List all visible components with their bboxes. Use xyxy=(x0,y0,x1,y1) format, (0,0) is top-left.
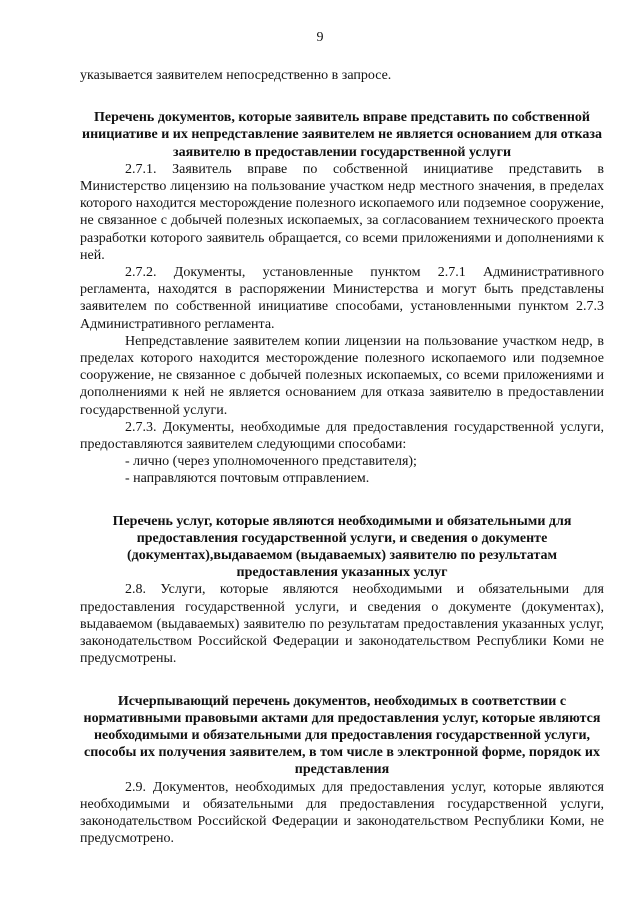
page-number: 9 xyxy=(316,30,324,45)
spacer xyxy=(80,84,604,109)
paragraph-non-submission: Непредставление заявителем копии лицензии на пользование участком недр, в пределах которого находится месторождение полезного ископаемого или подземное сооружение, не связанное с добычей полезных ископаемых, со всеми приложениями и дополнениями к ней не является основанием для отказа заявителю в предоставлении государственной услуги. xyxy=(80,333,604,418)
paragraph-2-7-2: 2.7.2. Документы, установленные пунктом 2.7.1 Административного регламента, находятся в распоряжении Министерства и могут быть представлены заявителем по собственной инициативе способами, установленными пунктом 2.7.3 Административного регламента. xyxy=(80,265,604,332)
section-heading-exhaustive-list: Исчерпывающий перечень документов, необходимых в соответствии с нормативными правовыми актами для предоставления услуг, которые являются необходимыми и обязательными для предоставления государственной услуги, способы их получения заявителем, в том числе в электронной форме, порядок их представления xyxy=(83,693,601,778)
section-heading-optional-documents: Перечень документов, которые заявитель вправе представить по собственной инициативе и их непредставление заявителем не является основанием для отказа заявителю в предоставлении государственной услуги xyxy=(82,110,602,160)
page-content xyxy=(80,67,604,847)
section-heading-required-services: Перечень услуг, которые являются необходимыми и обязательными для предоставления государственной услуги, и сведения о документе (документах),выдаваемом (выдаваемых) заявителю по результатам предоставления указанных услуг xyxy=(112,513,572,581)
spacer xyxy=(80,668,604,693)
paragraph-2-8: 2.8. Услуги, которые являются необходимыми и обязательными для предоставления государственной услуги, и сведения о документе (документах), выдаваемом (выдаваемых) заявителю по результатам предоставления указанных услуг, законодательством Российской Федерации и законодательством Республики Коми не предусмотрены. xyxy=(80,582,604,667)
paragraph-2-7-1: 2.7.1. Заявитель вправе по собственной инициативе представить в Министерство лицензию на пользование участком недр местного значения, в пределах которого находится месторождение полезного ископаемого или подземное сооружение, не связанное с добычей полезных ископаемых, за согласованием технического проекта разработки которого заявитель обращается, со всеми приложениями и дополнениями к ней. xyxy=(80,161,604,263)
paragraph-2-7-3: 2.7.3. Документы, необходимые для предоставления государственной услуги, предоставляются заявителем следующими способами: xyxy=(80,419,604,453)
spacer xyxy=(80,488,604,513)
intro-line: указывается заявителем непосредственно в запросе. xyxy=(80,68,392,83)
paragraph-2-9: 2.9. Документов, необходимых для предоставления услуг, которые являются необходимыми и обязательными для предоставления государственной услуги, законодательством Российской Федерации и законодательством Республики Коми, не предусмотрено. xyxy=(80,779,604,847)
list-item-in-person: - лично (через уполномоченного представителя); xyxy=(125,454,417,470)
list-item-by-mail: - направляются почтовым отправлением. xyxy=(125,471,370,487)
